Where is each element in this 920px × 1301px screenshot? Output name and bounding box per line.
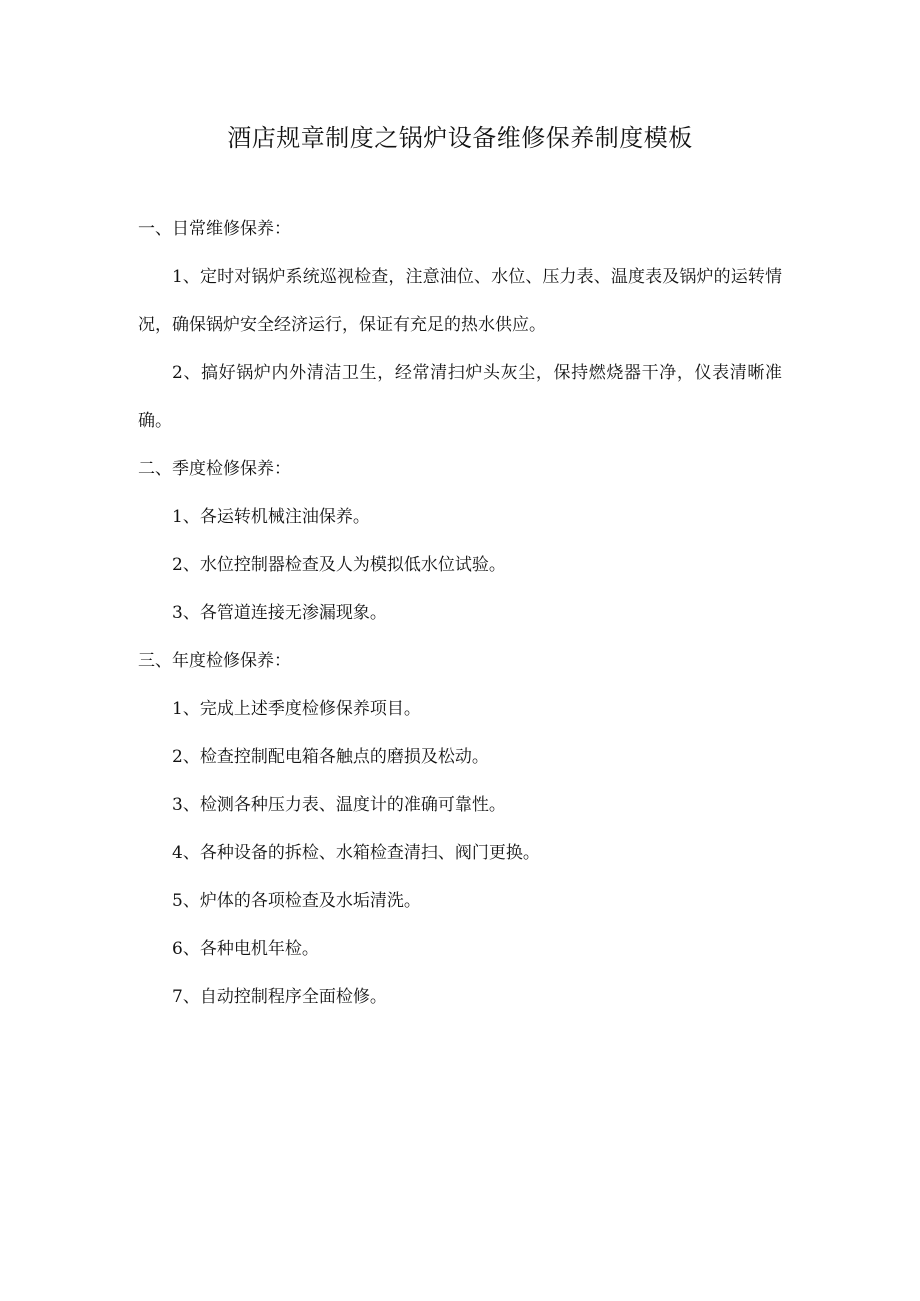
paragraph-annual-3: 3、检测各种压力表、温度计的准确可靠性。 [172, 795, 506, 815]
paragraph-annual-5: 5、炉体的各项检查及水垢清洗。 [172, 891, 421, 911]
paragraph-daily-2: 2、搞好锅炉内外清洁卫生，经常清扫炉头灰尘，保持燃烧器干净，仪表清晰准确。 [138, 363, 782, 431]
paragraph-annual-6: 6、各种电机年检。 [172, 939, 319, 959]
paragraph-annual-4: 4、各种设备的拆检、水箱检查清扫、阀门更换。 [172, 843, 540, 863]
paragraph-daily-1: 1、定时对锅炉系统巡视检查，注意油位、水位、压力表、温度表及锅炉的运转情况，确保锅炉安全经济运行，保证有充足的热水供应。 [138, 267, 782, 335]
paragraph-quarterly-3: 3、各管道连接无渗漏现象。 [172, 603, 387, 623]
paragraph-annual-1: 1、完成上述季度检修保养项目。 [172, 699, 421, 719]
paragraph-annual-7: 7、自动控制程序全面检修。 [172, 987, 387, 1007]
document-body [138, 205, 782, 1021]
paragraph-quarterly-2: 2、水位控制器检查及人为模拟低水位试验。 [172, 555, 506, 575]
paragraph-quarterly-1: 1、各运转机械注油保养。 [172, 507, 370, 527]
section-heading-daily: 一、日常维修保养： [138, 219, 291, 239]
paragraph-annual-2: 2、检查控制配电箱各触点的磨损及松动。 [172, 747, 489, 767]
section-heading-quarterly: 二、季度检修保养： [138, 459, 291, 479]
section-heading-annual: 三、年度检修保养： [138, 651, 291, 671]
document-title: 酒店规章制度之锅炉设备维修保养制度模板 [227, 124, 693, 152]
